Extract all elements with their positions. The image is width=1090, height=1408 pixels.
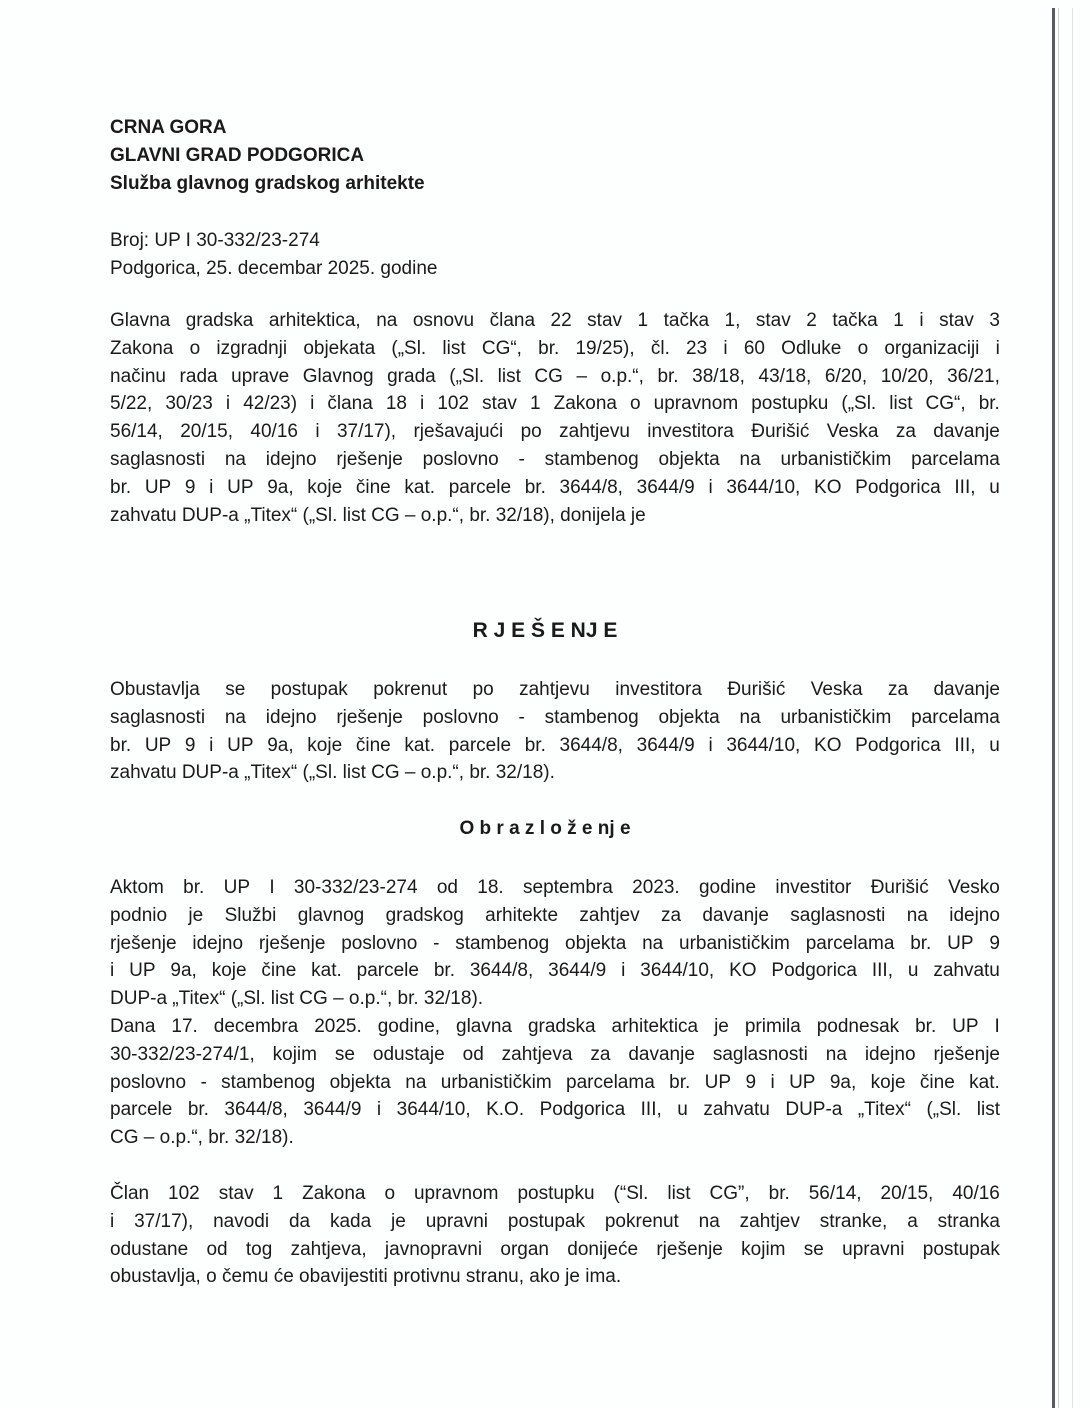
text-line: i 37/17), navodi da kada je upravni postupak pokrenut na zahtjev stranke, a stranka <box>110 1210 1000 1232</box>
text-line: 5/22, 30/23 i 42/23) i člana 18 i 102 stav 1 Zakona o upravnom postupku („Sl. list CG“, br. <box>110 393 1000 415</box>
text-line: Aktom br. UP I 30-332/23-274 od 18. septembra 2023. godine investitor Đurišić Vesko <box>110 877 1000 898</box>
text-line: br. UP 9 i UP 9a, koje čine kat. parcele br. 3644/8, 3644/9 i 3644/10, KO Podgorica III, u <box>110 476 1000 498</box>
letterhead <box>110 114 1000 197</box>
country: CRNA GORA <box>110 117 227 138</box>
text-line: CG – o.p.“, br. 32/18). <box>110 1127 294 1149</box>
text-line: odustane od tog zahtjeva, javnopravni organ donijeće rješenje kojim se upravni postupak <box>110 1238 1000 1260</box>
reasoning-title: O b r a z l o ž e nj e <box>459 818 631 839</box>
text-line: parcele br. 3644/8, 3644/9 i 3644/10, K.O. Podgorica III, u zahvatu DUP-a „Titex“ („Sl. list <box>110 1099 1000 1121</box>
text-line: obustavlja, o čemu će obavijestiti protivnu stranu, ako je ima. <box>110 1266 622 1288</box>
scan-edge-line <box>1052 8 1055 1408</box>
text-line: saglasnosti na idejno rješenje poslovno - stambenog objekta na urbanističkim parcelama <box>110 448 1000 470</box>
decision-paragraph <box>110 676 1000 787</box>
office: Služba glavnog gradskog arhitekte <box>110 172 425 194</box>
text-line: saglasnosti na idejno rješenje poslovno - stambenog objekta na urbanističkim parcelama <box>110 706 1000 728</box>
text-line: 30-332/23-274/1, kojim se odustaje od zahtjeva za davanje saglasnosti na idejno rješenje <box>110 1043 1000 1065</box>
text-line: Glavna gradska arhitektica, na osnovu člana 22 stav 1 tačka 1, stav 2 tačka 1 i stav 3 <box>110 310 1000 331</box>
text-line: br. UP 9 i UP 9a, koje čine kat. parcele br. 3644/8, 3644/9 i 3644/10, KO Podgorica III, u <box>110 734 1000 756</box>
city: GLAVNI GRAD PODGORICA <box>110 144 365 166</box>
text-line: rješenje idejno rješenje poslovno - stambenog objekta na urbanističkim parcelama br. UP 9 <box>110 932 1000 954</box>
text-line: Dana 17. decembra 2025. godine, glavna gradska arhitektica je primila podnesak br. UP I <box>110 1016 1000 1037</box>
scan-edge-line <box>1072 8 1073 1408</box>
decision-title: R J E Š E NJ E <box>472 619 618 642</box>
text-line: poslovno - stambenog objekta na urbanističkim parcelama br. UP 9 i UP 9a, koje čine kat. <box>110 1071 1000 1093</box>
reasoning-paragraph-3 <box>110 1180 1000 1291</box>
scan-edge-line <box>1058 8 1059 1408</box>
text-line: Obustavlja se postupak pokrenut po zahtjevu investitora Đurišić Veska za davanje <box>110 679 1000 700</box>
text-line: Član 102 stav 1 Zakona o upravnom postupku (“Sl. list CG”, br. 56/14, 20/15, 40/16 <box>110 1183 1000 1204</box>
text-line: zahvatu DUP-a „Titex“ („Sl. list CG – o.p.“, br. 32/18). <box>110 762 555 784</box>
reasoning-paragraph-2 <box>110 1013 1000 1152</box>
text-line: načinu rada uprave Glavnog grada („Sl. list CG – o.p.“, br. 38/18, 43/18, 6/20, 10/20, 36/21, <box>110 365 1000 387</box>
text-line: zahvatu DUP-a „Titex“ („Sl. list CG – o.p.“, br. 32/18), donijela je <box>110 504 646 526</box>
text-line: podnio je Službi glavnog gradskog arhitekte zahtjev za davanje saglasnosti na idejno <box>110 904 1000 926</box>
text-line: Zakona o izgradnji objekata („Sl. list CG“, br. 19/25), čl. 23 i 60 Odluke o organizaciji i <box>110 337 1000 359</box>
document-date: Podgorica, 25. decembar 2025. godine <box>110 257 438 279</box>
reference-number: Broj: UP I 30-332/23-274 <box>110 230 320 251</box>
document-meta <box>110 227 1000 283</box>
text-line: DUP-a „Titex“ („Sl. list CG – o.p.“, br. 32/18). <box>110 988 484 1010</box>
text-line: i UP 9a, koje čine kat. parcele br. 3644/8, 3644/9 i 3644/10, KO Podgorica III, u zahvatu <box>110 960 1000 982</box>
reasoning-paragraph-1 <box>110 874 1000 1013</box>
text-line: 56/14, 20/15, 40/16 i 37/17), rješavajući po zahtjevu investitora Đurišić Veska za davanje <box>110 421 1000 443</box>
intro-paragraph <box>110 307 1000 529</box>
